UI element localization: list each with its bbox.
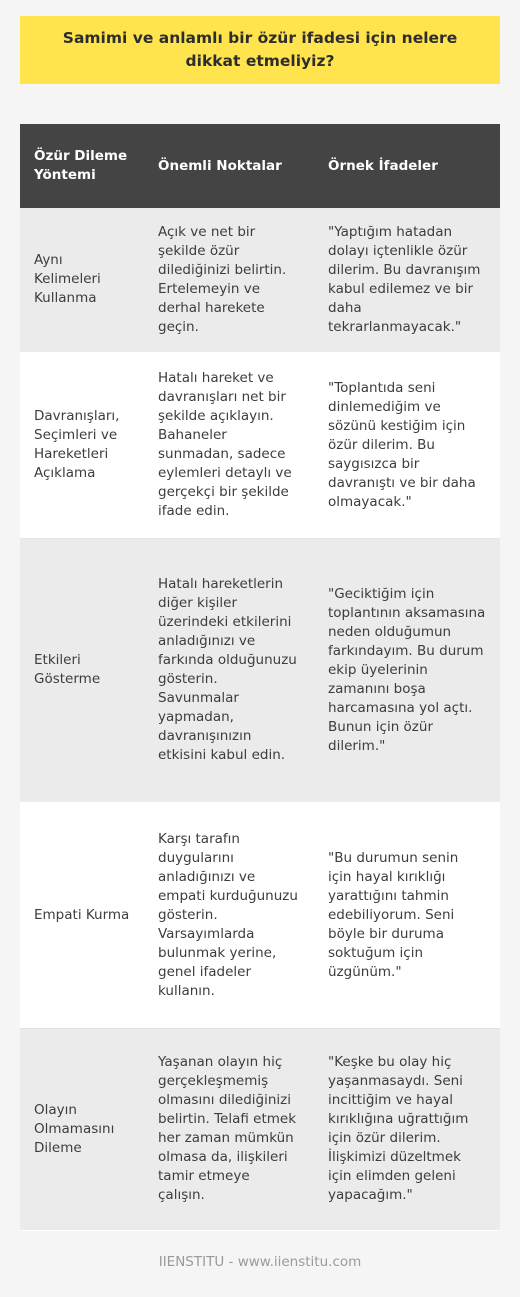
cell-method: Olayın Olmamasını Dileme [20, 1028, 144, 1230]
cell-method: Davranışları, Seçimleri ve Hareketleri Açıklama [20, 352, 144, 538]
cell-method: Empati Kurma [20, 802, 144, 1028]
cell-example: "Geciktiğim için toplantının aksamasına neden olduğumun farkındayım. Bu durum ekip üyelerinin zamanını boşa harcamasına yol açtı. Bunun için özür dilerim." [314, 538, 500, 802]
page-title: Samimi ve anlamlı bir özür ifadesi için nelere dikkat etmeliyiz? [62, 29, 458, 70]
table-row [20, 538, 500, 802]
title-banner [20, 16, 500, 84]
table-row [20, 352, 500, 538]
table-header-row [20, 124, 500, 208]
cell-method: Aynı Kelimeleri Kullanma [20, 208, 144, 352]
table-row [20, 208, 500, 352]
header-examples: Örnek İfadeler [314, 124, 500, 208]
header-method: Özür Dileme Yöntemi [20, 124, 144, 208]
cell-points: Karşı tarafın duygularını anladığınızı ve empati kurduğunuzu gösterin. Varsayımlarda bulunmak yerine, genel ifadeler kullanın. [144, 802, 314, 1028]
table-row [20, 802, 500, 1028]
cell-example: "Yaptığım hatadan dolayı içtenlikle özür dilerim. Bu davranışım kabul edilemez ve bir daha tekrarlanmayacak." [314, 208, 500, 352]
table-row [20, 1028, 500, 1230]
header-points: Önemli Noktalar [144, 124, 314, 208]
cell-points: Hatalı hareket ve davranışları net bir şekilde açıklayın. Bahaneler sunmadan, sadece eylemleri detaylı ve gerçekçi bir şekilde ifade edin. [144, 352, 314, 538]
cell-example: "Toplantıda seni dinlemediğim ve sözünü kestiğim için özür dilerim. Bu saygısızca bir davranıştı ve bir daha olmayacak." [314, 352, 500, 538]
cell-example: "Keşke bu olay hiç yaşanmasaydı. Seni incittiğim ve hayal kırıklığına uğrattığım için özür dilerim. İlişkimizi düzeltmek için elimden geleni yapacağım." [314, 1028, 500, 1230]
apology-table [20, 124, 500, 1231]
cell-points: Açık ve net bir şekilde özür dilediğinizi belirtin. Ertelemeyin ve derhal harekete geçin. [144, 208, 314, 352]
cell-method: Etkileri Gösterme [20, 538, 144, 802]
footer-credit: IIENSTITU - www.iienstitu.com [158, 1254, 362, 1270]
cell-points: Hatalı hareketlerin diğer kişiler üzerindeki etkilerini anladığınızı ve farkında olduğunuzu gösterin. Savunmalar yapmadan, davranışınızın etkisini kabul edin. [144, 538, 314, 802]
cell-example: "Bu durumun senin için hayal kırıklığı yarattığını tahmin edebiliyorum. Seni böyle bir duruma soktuğum için üzgünüm." [314, 802, 500, 1028]
cell-points: Yaşanan olayın hiç gerçekleşmemiş olmasını dilediğinizi belirtin. Telafi etmek her zaman mümkün olmasa da, ilişkileri tamir etmeye çalışın. [144, 1028, 314, 1230]
